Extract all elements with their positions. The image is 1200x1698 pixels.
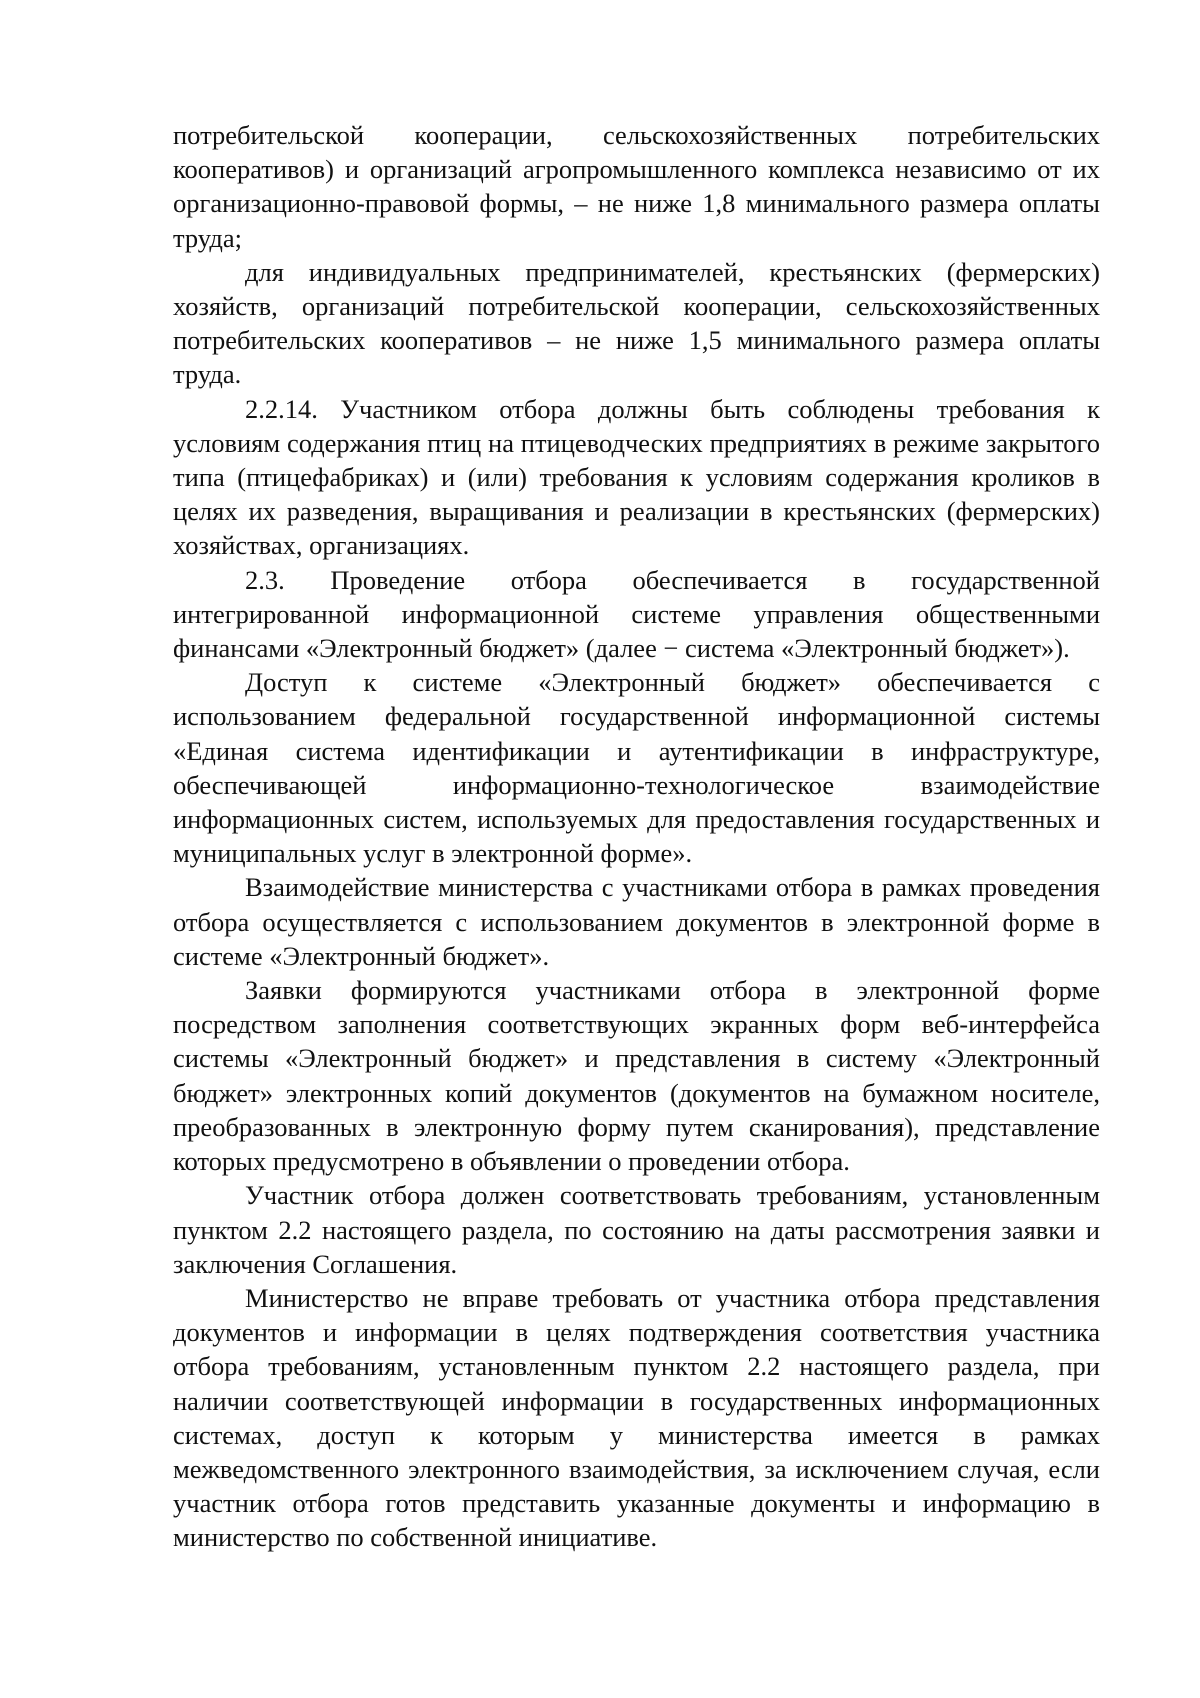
paragraph-ministry-restrictions: Министерство не вправе требовать от участника отбора представления документов и информации в целях подтверждения соответствия участника отбора требованиям, установленным пунктом 2.2 настоящего раздела, при наличии соответствующей информации в государственных информационных системах, доступ к которым у министерства имеется в рамках межведомственного электронного взаимодействия, за исключением случая, если участник отбора готов представить указанные документы и информацию в министерство по собственной инициативе. [173, 1282, 1100, 1553]
paragraph-individual-entrepreneurs: для индивидуальных предпринимателей, крестьянских (фермерских) хозяйств, организаций потребительской кооперации, сельскохозяйственных потребительских кооперативов – не ниже 1,5 минимального размера оплаты труда. [173, 256, 1100, 390]
paragraph-access: Доступ к системе «Электронный бюджет» обеспечивается с использованием федеральной государственной информационной системы «Единая система идентификации и аутентификации в инфраструктуре, обеспечивающей информационно-технологическое взаимодействие информационных систем, используемых для предоставления государственных и муниципальных услуг в электронной форме». [173, 667, 1100, 869]
paragraph-participant-requirements: Участник отбора должен соответствовать требованиям, установленным пунктом 2.2 настоящего раздела, по состоянию на даты рассмотрения заявки и заключения Соглашения. [173, 1180, 1100, 1279]
paragraph-2-3: 2.3. Проведение отбора обеспечивается в государственной интегрированной информационной системе управления общественными финансами «Электронный бюджет» (далее − система «Электронный бюджет»). [173, 564, 1100, 664]
paragraph-2-2-14: 2.2.14. Участником отбора должны быть соблюдены требования к условиям содержания птиц на птицеводческих предприятиях в режиме закрытого типа (птицефабриках) и (или) требования к условиям содержания кроликов в целях их разведения, выращивания и реализации в крестьянских (фермерских) хозяйствах, организациях. [173, 393, 1100, 561]
paragraph-continuation: потребительской кооперации, сельскохозяйственных потребительских кооперативов) и организаций агропромышленного комплекса независимо от их организационно-правовой формы, – не ниже 1,8 минимального размера оплаты труда; [173, 120, 1100, 253]
paragraph-interaction: Взаимодействие министерства с участниками отбора в рамках проведения отбора осуществляется с использованием документов в электронной форме в системе «Электронный бюджет». [173, 872, 1100, 971]
document-body [173, 118, 1100, 1555]
paragraph-applications: Заявки формируются участниками отбора в электронной форме посредством заполнения соответствующих экранных форм веб-интерфейса системы «Электронный бюджет» и представления в систему «Электронный бюджет» электронных копий документов (документов на бумажном носителе, преобразованных в электронную форму путем сканирования), представление которых предусмотрено в объявлении о проведении отбора. [173, 975, 1100, 1177]
